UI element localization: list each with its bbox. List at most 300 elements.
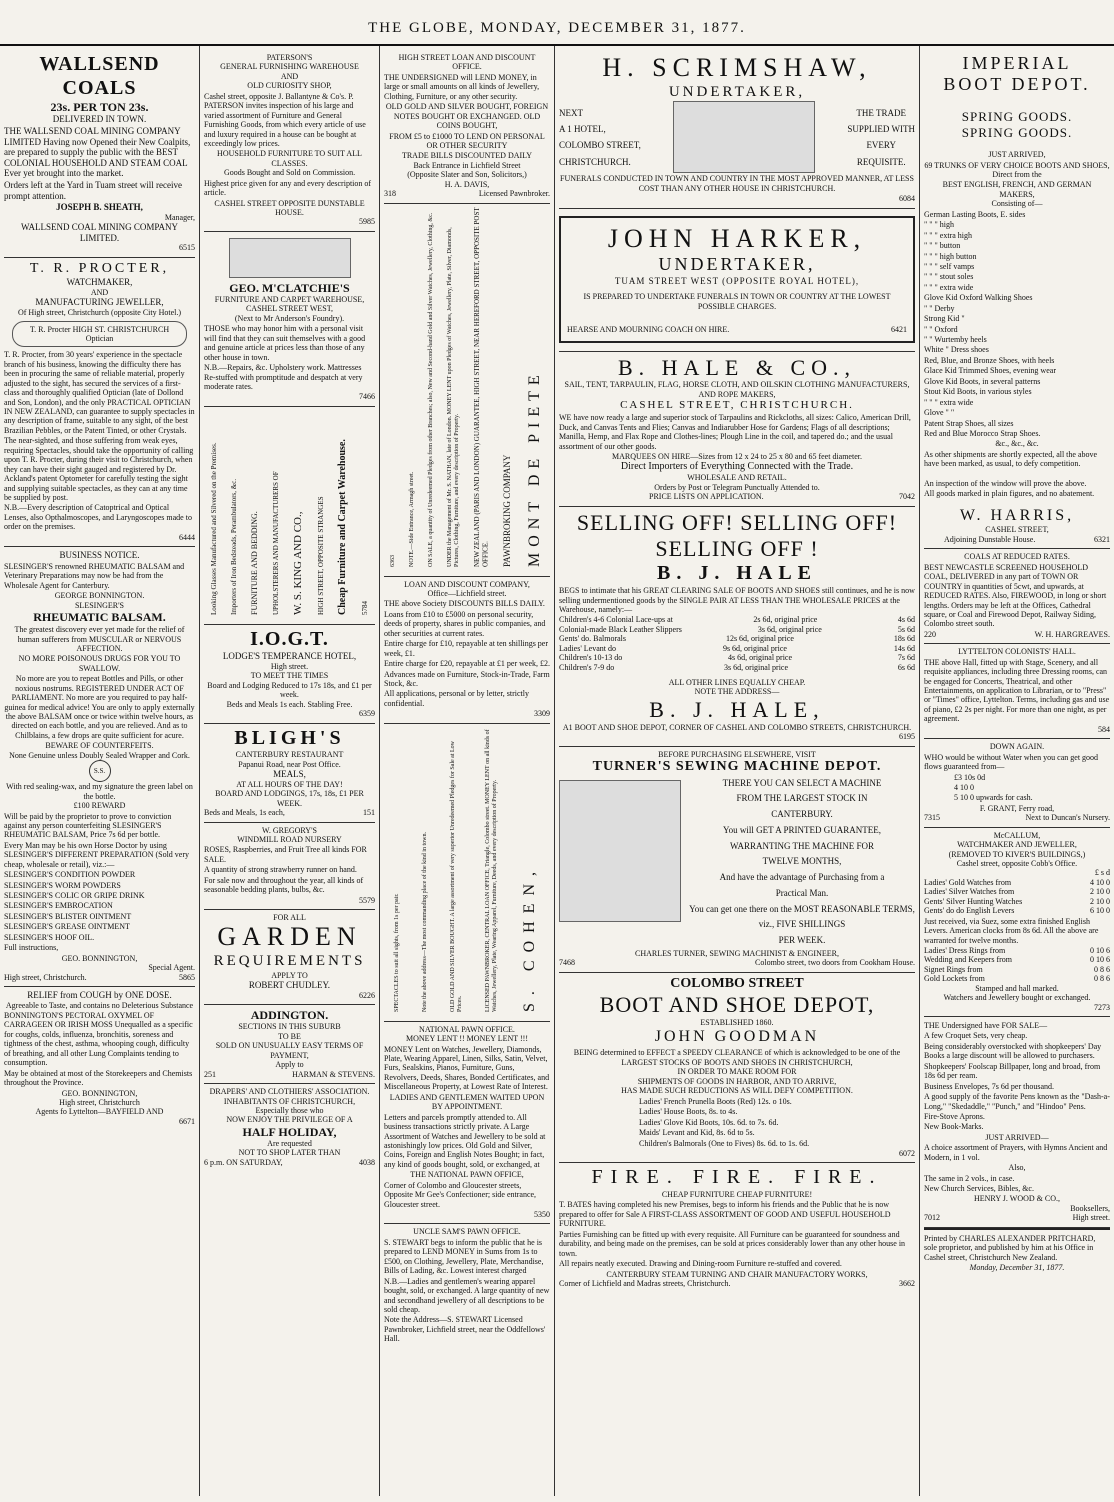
column-3	[380, 46, 555, 1496]
paterson-title: PATERSON'S	[266, 53, 313, 62]
harker-body: IS PREPARED TO UNDERTAKE FUNERALS IN TOWN OR COUNTRY AT THE LOWEST POSSIBLE CHARGES.	[583, 292, 891, 311]
bligh-board: BOARD AND LODGINGS, 17s, 18s, £1 PER WEEK.	[215, 789, 364, 808]
paterson-and: AND	[280, 71, 299, 81]
drapers-esp: Especially those who	[255, 1105, 324, 1115]
loan-num: 3309	[534, 709, 550, 719]
ad-cough	[4, 987, 195, 1130]
addington-num: 251	[204, 1069, 216, 1079]
bligh-addr: Papanui Road, near Post Office.	[238, 759, 341, 769]
hale-orders: Orders by Post or Telegram Punctually Attended to.	[654, 482, 820, 492]
wallsend-num: 6515	[179, 243, 195, 253]
mccallum-row2-3-item: Gold Lockets from	[924, 974, 985, 984]
mccallum-row2-1-price: 0 10 6	[1090, 955, 1110, 965]
imperial-adj: Adjoining Dunstable House.	[944, 534, 1036, 544]
slesinger-genuine: None Genuine unless Doubly Sealed Wrapper and Cork.	[9, 750, 190, 760]
imperial-item-8: Glove Kid Oxford Walking Shoes	[924, 293, 1033, 303]
fire-works: CANTERBURY STEAM TURNING AND CHAIR MANUFACTORY WORKS,	[606, 1269, 868, 1279]
imperial-spring1: SPRING GOODS.	[961, 109, 1073, 125]
selling-note: NOTE THE ADDRESS—	[694, 687, 780, 697]
davis-role-row	[384, 189, 550, 198]
slesinger-doctor: Every Man may be his own Horse Doctor by using SLESINGER'S DIFFERENT PREPARATION (Sold very cheap, wholesale or retail), viz.:—	[4, 840, 190, 869]
mccallum-title: McCALLUM,	[993, 830, 1041, 840]
selling-row-4	[559, 653, 915, 662]
bligh-title: BLIGH'S	[234, 726, 345, 749]
mccallum-num: 7273	[1094, 1002, 1110, 1012]
mclatchie-num: 7466	[359, 392, 375, 402]
cough-obtain: May be obtained at most of the Storekeepers and Chemists throughout the Province.	[4, 1068, 193, 1088]
cohen-v3: OLD GOLD AND SILVER BOUGHT. A large assortment of very superior Unredeemed Pledges for Sale at Low Prices.	[450, 740, 464, 1012]
slesinger-body: The greatest discovery ever yet made for the relief of human sufferers from MUSCULAR or NERVOUS AFFECTION.	[14, 625, 185, 653]
imperial-item-22: &c., &c., &c.	[995, 439, 1039, 449]
ad-scrimshaw	[559, 50, 915, 209]
column-1	[0, 46, 200, 1496]
turner-num: 7468	[559, 958, 575, 968]
turner-name: CHARLES TURNER, SEWING MACHINIST & ENGINEER,	[635, 948, 839, 958]
mccallum-row-2-price: 2 10 0	[1090, 896, 1110, 906]
slesinger-seal-icon	[4, 760, 195, 782]
fire-num: 3662	[899, 1278, 915, 1288]
hale-title: B. HALE & CO.,	[618, 354, 856, 380]
sewing-machine-illustration-icon	[559, 780, 681, 922]
slesinger-seal: S.S.	[89, 760, 111, 782]
wood-l9: The same in 2 vols., in case.	[924, 1173, 1015, 1183]
slesinger-beware: BEWARE OF COUNTERFEITS.	[45, 741, 154, 751]
scrimshaw-num: 6084	[899, 194, 915, 204]
imperial-item-19: Glove " "	[924, 408, 955, 418]
wood-addr: High street.	[1072, 1213, 1110, 1223]
wallsend-price: 23s. PER TON 23s.	[50, 100, 149, 115]
slesinger-item-4: SLESINGER'S BLISTER OINTMENT	[4, 911, 132, 921]
grant-name: F. GRANT, Ferry road,	[979, 803, 1055, 813]
imperial-window: An inspection of the window will prove the above.	[924, 478, 1087, 488]
fire-title: FIRE. FIRE. FIRE.	[591, 1166, 883, 1189]
coals-name: W. H. HARGREAVES.	[1034, 629, 1110, 639]
drapers-req: Are requested	[267, 1138, 312, 1148]
paterson-sub2: OLD CURIOSITY SHOP,	[247, 81, 332, 91]
goodman-item-1: Ladies' House Boots, 8s. to 4s.	[639, 1107, 738, 1117]
mccallum-body: Just received, via Suez, some extra finished English Levers. American clocks from 8s 6d. All the above are warranted for twelve months.	[924, 916, 1099, 945]
mccallum-row2-2-item: Signet Rings from	[924, 964, 983, 974]
ad-mccallum	[924, 828, 1110, 1017]
masthead	[0, 0, 1114, 46]
gregory-body3: For sale now and throughout the year, all kinds of seasonable bedding plants, bulbs, &c.	[204, 875, 364, 895]
selling-row-3-item: Ladies' Levant do	[559, 643, 616, 653]
mdp-v3: NEW ZEALAND (PARIS AND LONDON) GUARANTEE, HIGH STREET, NEAR HEREFORD STREET, OPPOSITE POST OFFICE.	[473, 207, 490, 567]
davis-body: THE UNDERSIGNED will LEND MONEY, in large or small amounts on all kinds of Jewellery, Clothing, Furniture, or any other security.	[384, 72, 540, 101]
cough-num: 6671	[179, 1116, 195, 1126]
selling-row-2-orig: 18s 6d	[893, 634, 915, 644]
drapers-not: NOT TO SHOP LATER THAN	[238, 1148, 341, 1158]
mccallum-row2-0-price: 0 10 6	[1090, 945, 1110, 955]
ad-fire-furniture	[559, 1163, 915, 1292]
furniture-illustration-icon	[229, 238, 351, 278]
wood-l10: New Church Services, Bibles, &c.	[924, 1184, 1034, 1193]
loan-body2: Loans from £10 to £5000 on personal security, deeds of property, shares in public companies, and other securities at current rates.	[384, 609, 546, 638]
gregory-num: 5579	[359, 895, 375, 905]
selling-row-4-item: Children's 10-13 do	[559, 653, 623, 663]
scrimshaw-sub: UNDERTAKER,	[668, 83, 806, 100]
slesinger-addr: High street, Christchurch.	[4, 972, 87, 982]
scrimshaw-left-0: NEXT	[559, 107, 583, 118]
davis-opp: (Opposite Slater and Son, Solicitors,)	[407, 170, 527, 180]
slesinger-reward: £100 REWARD	[73, 801, 126, 811]
iogt-sub: LODGE'S TEMPERANCE HOTEL,	[222, 651, 357, 662]
fire-sub: CHEAP FURNITURE CHEAP FURNITURE!	[661, 1190, 813, 1199]
imperial-item-17: Stout Kid Boots, in various styles	[924, 387, 1032, 397]
drapers-half: HALF HOLIDAY,	[242, 1124, 337, 1139]
ad-harker	[559, 209, 915, 352]
ad-cohen-vertical	[384, 724, 550, 1022]
turner-addr: Colombo street, two doors from Cookham House.	[755, 958, 915, 968]
national-body2: Letters and parcels promptly attended to. All business transactions strictly private. A Large Assortment of Watches and Jewellery to be sold at astonishingly low prices. Old Gold and Silver, Coins, Foreign and English Notes Bought; in fact, any kind of goods bought, sold, or exchanged, at	[384, 1112, 546, 1169]
selling-all: ALL OTHER LINES EQUALLY CHEAP.	[668, 678, 806, 688]
scrimshaw-right-0: THE TRADE	[856, 107, 906, 118]
mccallum-row-3-price: 6 10 0	[1090, 906, 1110, 916]
wallsend-signer: JOSEPH B. SHEATH,	[56, 202, 143, 213]
mclatchie-next: (Next to Mr Anderson's Foundry).	[234, 313, 345, 323]
ad-paterson	[204, 50, 375, 232]
uncle-nb: N.B.—Ladies and gentlemen's wearing apparel bought, sold, or exchanged. A large quantity of new and secondhand jewellery of all descriptions to be sold cheap.	[384, 1276, 550, 1314]
national-ladies: LADIES AND GENTLEMEN WAITED UPON BY APPOINTMENT.	[389, 1092, 545, 1112]
grant-price-0: £3 10s 0d	[954, 772, 986, 782]
bligh-beds: Beds and Meals, 1s each,	[204, 808, 285, 818]
bligh-hours: AT ALL HOURS OF THE DAY!	[236, 779, 343, 789]
wood-l6: Fire-Stove Aprons.	[924, 1111, 985, 1121]
turner-addr-row	[559, 958, 915, 967]
hale-sub: SAIL, TENT, TARPAULIN, FLAG, HORSE CLOTH, AND OILSKIN CLOTHING MANUFACTURERS, AND ROPE MAKERS,	[564, 380, 910, 399]
bligh-num: 151	[363, 808, 375, 818]
ad-selling-off	[559, 507, 915, 747]
davis-back: Back Entrance in Lichfield Street	[413, 160, 521, 170]
mclatchie-addr: CASHEL STREET WEST,	[245, 304, 334, 314]
mccallum-row2-3	[924, 974, 1110, 983]
king-v2: HIGH STREET, OPPOSITE STRANGES	[316, 496, 325, 615]
selling-row-2	[559, 634, 915, 643]
ad-loan	[384, 577, 550, 724]
imperial-item-16: Glove Kid Boots, in several patterns	[924, 376, 1041, 386]
scrimshaw-hearse-row	[559, 101, 915, 173]
slesinger-num: 5865	[179, 972, 195, 982]
scrimshaw-right-3: REQUISITE.	[856, 156, 906, 167]
goodman-item-3: Maids' Levant and Kid, 8s. 6d to 5s.	[639, 1128, 755, 1138]
ad-addington	[204, 1005, 375, 1084]
selling-num: 6195	[899, 732, 915, 742]
procter-spectacles-sign: T. R. Procter HIGH ST. CHRISTCHURCH Optician	[12, 321, 187, 348]
garden-apply: APPLY TO	[271, 970, 308, 980]
imperial-name: W. HARRIS,	[959, 506, 1075, 524]
drapers-time: 6 p.m. ON SATURDAY,	[204, 1157, 283, 1167]
imperial-item-12: " " Wurtemby heels	[924, 335, 987, 344]
slesinger-item-1: SLESINGER'S WORM POWDERS	[4, 880, 121, 890]
mccallum-row-1-item: Ladies' Silver Watches from	[924, 887, 1015, 897]
paterson-goods: Goods Bought and Sold on Commission.	[223, 168, 356, 178]
ad-goodman	[559, 973, 915, 1164]
column-4	[555, 46, 920, 1496]
selling-row-0-item: Children's 4-6 Colonial Lace-ups at	[559, 615, 673, 625]
ad-davis	[384, 50, 550, 204]
ad-procter	[4, 258, 195, 547]
turner-line-2: CANTERBURY.	[771, 809, 833, 820]
goodman-item-2: Ladies' Glove Kid Boots, 10s. 6d. to 7s. 6d.	[639, 1117, 779, 1127]
hale-direct: Direct Importers of Everything Connected with the Trade.	[620, 461, 854, 473]
ad-king-vertical	[204, 407, 375, 625]
mdp-num: 6363	[389, 554, 396, 567]
mccallum-row2-0-item: Ladies' Dress Rings from	[924, 945, 1006, 955]
ad-slesinger	[4, 547, 195, 987]
turner-line-4: WARRANTING THE MACHINE FOR	[729, 840, 875, 851]
selling-row-5-orig: 6s 6d	[897, 662, 915, 672]
mccallum-row2-1-item: Wedding and Keepers from	[924, 955, 1012, 965]
cough-body: BONNINGTON'S PECTORAL OXYMEL OF CARRAGEEN OR IRISH MOSS Unequalled as a specific for coughs, colds, influenza, bronchitis, soreness and tightness of the chest, asthma, whooping cough, difficulty of breathing, and all other Lung Complaints tending to consumption.	[4, 1011, 193, 1068]
imperial-item-7: " " " extra wide	[924, 282, 974, 292]
mccallum-watchers: Watchers and Jewellery bought or exchanged.	[943, 993, 1091, 1003]
imperial-spring2: SPRING GOODS.	[961, 124, 1073, 140]
procter-sub2: AND	[90, 288, 109, 298]
uncle-note: Note the Address—S. STEWART Licensed Pawnbroker, Lichfield street, near the Oddfellows' Hall.	[384, 1315, 546, 1344]
mccallum-row-2-item: Gents' Silver Hunting Watches	[924, 896, 1023, 906]
ad-wallsend-coals	[4, 50, 195, 258]
column-5	[920, 46, 1114, 1496]
mdp-v2: PAWNBROKING COMPANY	[502, 454, 513, 567]
drapers-time-row	[204, 1158, 375, 1167]
goodman-ship: SHIPMENTS OF GOODS IN HARBOR, AND TO ARRIVE,	[637, 1076, 837, 1086]
national-money: MONEY LENT !! MONEY LENT !!!	[406, 1034, 528, 1044]
cough-addr: High street, Christchurch	[59, 1097, 140, 1107]
harker-num: 6421	[891, 325, 907, 335]
goodman-largest: LARGEST STOCKS OF BOOTS AND SHOES IN CHRISTCHURCH,	[621, 1058, 853, 1068]
goodman-has: HAS MADE SUCH REDUCTIONS AS WILL DEFY COMPETITION.	[621, 1086, 853, 1096]
garden-for: FOR ALL	[273, 913, 306, 922]
wallsend-company: WALLSEND COAL MINING COMPANY LIMITED.	[20, 222, 179, 243]
cohen-v2: LICENSED PAWNBROKER, CENTRAL LOAN OFFICE, Triangle, Colombo street. MONEY LENT on all kinds of Watches, Jewellery, Plate, Wearing Apparel, Furniture, Deeds, and every description of Property.	[485, 729, 499, 1012]
imperial-arrived: JUST ARRIVED,	[988, 150, 1046, 160]
mccallum-sub: WATCHMAKER AND JEWELLER,	[957, 840, 1077, 850]
addington-body: SECTIONS IN THIS SUBURB	[238, 1022, 341, 1032]
paterson-highest: Highest price given for any and every description of article.	[204, 178, 372, 198]
slesinger-reward-text: Will be paid by the proprietor to prove to conviction against any person counterfeiting SLESINGER'S RHEUMATIC BALSAM, Price 7s 6d per bottle.	[4, 811, 172, 840]
selling-row-3	[559, 644, 915, 653]
ad-national-pawn	[384, 1022, 550, 1225]
scrimshaw-left-3: CHRISTCHURCH.	[559, 156, 631, 167]
slesinger-item-2: SLESINGER'S COLIC OR GRIPE DRINK	[4, 891, 145, 901]
addington-name: HARMAN & STEVENS.	[292, 1069, 375, 1079]
masthead-title: THE GLOBE, MONDAY, DECEMBER 31, 1877.	[368, 20, 746, 36]
mccallum-row2-3-price: 0 8 6	[1094, 974, 1110, 984]
uncle-title: UNCLE SAM'S PAWN OFFICE.	[413, 1227, 521, 1237]
national-addr: Corner of Colombo and Gloucester streets, Opposite Mr Gee's Confectioner; side entrance, Gloucester street.	[384, 1180, 537, 1209]
garden-sub: REQUIREMENTS	[213, 953, 366, 970]
selling-row-1	[559, 625, 915, 634]
grant-price-1: 4 10 0	[954, 782, 974, 792]
hale-marquees: MARQUEES ON HIRE—Sizes from 12 x 24 to 25 x 80 and 65 feet diameter.	[612, 452, 862, 462]
scrimshaw-right-2: EVERY	[866, 140, 896, 151]
selling-row-0-orig: 4s 6d	[897, 615, 915, 625]
goodman-sub: BOOT AND SHOE DEPOT,	[599, 992, 875, 1018]
selling-row-5	[559, 663, 915, 672]
turner-line-1: FROM THE LARGEST STOCK IN	[736, 793, 868, 804]
mccallum-row2-2-price: 0 8 6	[1094, 964, 1110, 974]
cough-title: RELIEF from COUGH by ONE DOSE.	[27, 989, 172, 1000]
slesinger-item-5: SLESINGER'S GREASE OINTMENT	[4, 922, 130, 932]
imperial-item-20: Patent Strap Shoes, all sizes	[924, 418, 1014, 428]
grant-addr-row	[924, 813, 1110, 822]
mccallum-row2-1	[924, 955, 1110, 964]
coals-name-row	[924, 630, 1110, 639]
addington-apply: Apply to	[275, 1060, 304, 1070]
bligh-sub: CANTERBURY RESTAURANT	[235, 750, 344, 760]
imperial-trunks: 69 TRUNKS OF VERY CHOICE BOOTS AND SHOES, Direct from the	[924, 160, 1110, 179]
mccallum-row2-2	[924, 965, 1110, 974]
procter-nb: N.B.—Every description of Catoptrical and Optical Lenses, also Opthalmoscopes, and Laryngoscopes made to order on the premises.	[4, 503, 192, 532]
fire-body2: Parties Furnishing can be fitted up with every requisite. All Furniture can be guaranteed for soundness and durability, and being made on the premises, can be sold at prices considerably lower than any other house in town.	[559, 1229, 906, 1258]
lyttelton-body: THE above Hall, fitted up with Stage, Scenery, and all requisite appliances, including three Dressing rooms, can be engaged for Concerts, Theatrical, and other Entertainments, on application to Librarian, or to "Press" or "Times" office, Lyttelton. Terms, including gas and use of piano, £2 2s per night. For more than one night, as per agreement.	[924, 657, 1110, 724]
scrimshaw-right-1: SUPPLIED WITH	[847, 124, 915, 135]
selling-body: BEGS to intimate that his GREAT CLEARING SALE OF BOOTS AND SHOES still continues, and he is now selling undermentioned goods by the SINGLE PAIR AT LESS THAN THE WHOLESALE PRICES at the Warehouse, namely:—	[559, 586, 915, 614]
drapers-body: INHABITANTS OF CHRISTCHURCH,	[223, 1096, 356, 1106]
imperial-item-6: " " " stout soles	[924, 272, 974, 282]
mdp-v6: NOTE.—Side Entrance, Armagh street.	[409, 471, 416, 567]
procter-title: T. R. PROCTER,	[29, 260, 170, 276]
drapers-title: DRAPERS' AND CLOTHIERS' ASSOCIATION.	[209, 1087, 370, 1097]
national-title: NATIONAL PAWN OFFICE.	[419, 1024, 515, 1034]
drapers-num: 4038	[359, 1157, 375, 1167]
imperial-plain: All goods marked in plain figures, and no abatement.	[924, 489, 1095, 499]
ad-coals-reduced	[924, 549, 1110, 644]
ad-iogt	[204, 625, 375, 724]
bligh-beds-row	[204, 808, 375, 817]
harker-addr: TUAM STREET WEST (OPPOSITE ROYAL HOTEL),	[614, 275, 860, 286]
scrimshaw-left-1: A 1 HOTEL,	[559, 124, 606, 135]
imperial-addr: CASHEL STREET,	[985, 525, 1049, 535]
imperial-item-3: " " " button	[924, 241, 961, 251]
slesinger-agent2: GEO. BONNINGTON,	[61, 953, 138, 963]
ad-imperial-boot-depot	[924, 50, 1110, 549]
goodman-body: BEING determined to EFFECT a SPEEDY CLEARANCE of which is acknowledged to be one of the	[573, 1047, 901, 1057]
davis-old: OLD GOLD AND SILVER BOUGHT, FOREIGN NOTES BOUGHT OR EXCHANGED. OLD COINS BOUGHT,	[385, 102, 549, 131]
selling-name2: B. J. HALE,	[649, 696, 825, 722]
king-v1: Cheap Furniture and Carpet Warehouse.	[336, 438, 348, 615]
imperial-consist: Consisting of—	[991, 199, 1043, 209]
king-v3: W. S. KING AND CO.,	[291, 511, 304, 615]
loan-title: LOAN AND DISCOUNT COMPANY,	[404, 579, 530, 589]
slesinger-item-6: SLESINGER'S HOOF OIL.	[4, 932, 95, 942]
slesinger-intro: SLESINGER'S renowned RHEUMATIC BALSAM and Veterinary Preparations may now be had from the Wholesale Agent for Canterbury.	[4, 561, 185, 590]
fire-addr-row	[559, 1279, 915, 1288]
slesinger-full: Full instructions,	[4, 943, 59, 953]
wood-addr-row	[924, 1213, 1110, 1222]
hale-price-row	[559, 492, 915, 501]
slesinger-title: RHEUMATIC BALSAM.	[33, 609, 166, 624]
hale-num: 7042	[899, 492, 915, 502]
scrimshaw-left-2: COLOMBO STREET,	[559, 140, 641, 151]
mccallum-row-0-price: 4 10 0	[1090, 877, 1110, 887]
fire-body3: All repairs neatly executed. Drawing and Dining-room Furniture re-stuffed and covered.	[559, 1259, 842, 1269]
grant-addr: Next to Duncan's Nursery.	[1025, 813, 1110, 823]
wallsend-title: WALLSEND COALS	[39, 53, 160, 99]
bligh-meals: MEALS,	[273, 769, 306, 780]
mccallum-row-3-item: Gents' do do English Levers	[924, 906, 1015, 916]
imperial-item-18: " " " extra wide	[924, 397, 974, 407]
imprint-body: Printed by CHARLES ALEXANDER PRITCHARD, sole proprietor, and published by him at his Office in Cashel street, Christchurch New Zealand.	[924, 1233, 1096, 1262]
ad-garden	[204, 910, 375, 1005]
uncle-body: S. STEWART begs to inform the public that he is prepared to LEND MONEY in Sums from 1s to £500, on Clothing, Jewellery, Plate, Merchandise, Bills of Lading, &c. Lowest interest charged	[384, 1237, 544, 1276]
lyttelton-title: LYTTELTON COLONISTS' HALL.	[958, 647, 1076, 657]
scrimshaw-left	[559, 105, 641, 170]
imperial-item-9: " " Derby	[924, 303, 955, 313]
mclatchie-nb: N.B.—Repairs, &c. Upholstery work. Mattresses Re-stuffed with promptitude and despatch at very moderate rates.	[204, 363, 363, 391]
procter-body: T. R. Procter, from 30 years' experience in the spectacle branch of his business, knowing the difficulty there has been in procuring the same of reliable material, properly adjusted to the sight, has secured the services of a first-class and thoroughly qualified Optician (late of Dollond and Son, London), and the only PRACTICAL OPTICIAN IN NEW ZEALAND, can guarantee to supply spectacles in any description of frame, suitable to any sight, of the best Brazilian Pebbles, or the Patent Tinted, or other Crystals.	[4, 350, 195, 435]
turner-line-0: THERE YOU CAN SELECT A MACHINE	[722, 777, 882, 788]
selling-row-5-item: Children's 7-9 do	[559, 662, 615, 672]
coals-title: COALS AT REDUCED RATES.	[964, 552, 1070, 562]
imperial-item-10: Strong Kid "	[924, 314, 965, 324]
mccallum-row-3	[924, 906, 1110, 915]
cohen-v1: S. COHEN,	[521, 863, 539, 1012]
selling-row-1-orig: 5s 6d	[897, 624, 915, 634]
mccallum-row-1	[924, 887, 1110, 896]
harker-box	[559, 216, 915, 343]
wood-l4: Business Envelopes, 7s 6d per thousand.	[924, 1081, 1054, 1091]
national-num: 5350	[534, 1210, 550, 1219]
turner-line-9: PER WEEK.	[778, 935, 826, 946]
slesinger-item-0: SLESINGER'S CONDITION POWDER	[4, 870, 136, 880]
slesinger-nomore: NO MORE POISONOUS DRUGS FOR YOU TO SWALLOW.	[18, 654, 181, 673]
procter-sub3: MANUFACTURING JEWELLER,	[35, 297, 164, 308]
goodman-order: IN ORDER TO MAKE ROOM FOR	[677, 1067, 797, 1077]
imperial-item-15: Glace Kid Trimmed Shoes, evening wear	[924, 366, 1056, 376]
selling-row-5-price: 3s 6d, original price	[724, 662, 789, 672]
gregory-title: W. GREGORY'S	[262, 825, 317, 835]
imperial-item-4: " " " high button	[924, 251, 977, 261]
loan-body6: All applications, personal or by letter, strictly confidential.	[384, 689, 529, 708]
selling-row-3-price: 9s 6d, original price	[722, 643, 787, 653]
selling-row-4-price: 4s 6d, original price	[728, 653, 793, 663]
ad-b-hale-co	[559, 352, 915, 507]
harker-hearse: HEARSE AND MOURNING COACH ON HIRE.	[567, 325, 730, 335]
slesinger-addr-row	[4, 973, 195, 982]
paterson-body: Cashel street, opposite J. Ballantyne & Co's. P. PATERSON invites inspection of his large and varied assortment of Furniture and General Furnishing Goods, from which every article of use and luxury required in a house can be bought at exceedingly low prices.	[204, 91, 366, 148]
addington-name-row	[204, 1070, 375, 1079]
hale-body: WE have now ready a large and superior stock of Tarpaulins and Rickcloths, all sizes: Calico, American Drill, Duck, and Canvas Tents and Flies; Canvas and Indiarubber Hose for Gardens; Flags of all descriptions; Manilla, Hemp, and Flax Rope and Clothes-lines; Plough Line in the coil, and tapered do.; and the usual assortment of our other goods.	[559, 413, 911, 451]
loan-body: THE above Society DISCOUNTS BILLS DAILY.	[384, 599, 545, 609]
selling-row-3-orig: 14s 6d	[893, 643, 915, 653]
wallsend-role: Manager,	[164, 212, 195, 222]
selling-row-4-orig: 7s 6d	[897, 653, 915, 663]
wood-l8: A choice assortment of Prayers, with Hymns Ancient and Modern, in 1 vol.	[924, 1143, 1108, 1162]
imperial-num: 6321	[1094, 534, 1110, 544]
coals-num: 220	[924, 629, 936, 639]
davis-name: H. A. DAVIS,	[444, 179, 490, 189]
grant-price-2: 5 10 0 upwards for cash.	[954, 793, 1033, 803]
fire-addr: Corner of Lichfield and Madras streets, Christchurch.	[559, 1278, 731, 1288]
ad-grant	[924, 739, 1110, 828]
scrimshaw-right	[847, 105, 915, 170]
imperial-item-1: " " " high	[924, 220, 955, 230]
cough-agents: Agents fo Lyttelton—BAYFIELD AND	[35, 1107, 164, 1117]
king-v4: UPHOLSTERERS AND MANUFACTURERS OF	[271, 471, 280, 615]
goodman-name: JOHN GOODMAN	[654, 1027, 820, 1045]
mccallum-row-1-price: 2 10 0	[1090, 887, 1110, 897]
national-name: THE NATIONAL PAWN OFFICE,	[410, 1170, 524, 1180]
imperial-item-2: " " " extra high	[924, 230, 973, 240]
scrimshaw-body: FUNERALS CONDUCTED IN TOWN AND COUNTRY IN THE MOST APPROVED MANNER, AT LESS COST THAN ANY OTHER HOUSE IN CHRISTCHURCH.	[560, 174, 914, 193]
davis-title: HIGH STREET LOAN AND DISCOUNT OFFICE.	[398, 53, 536, 72]
addington-tobe: TO BE	[278, 1031, 301, 1041]
gregory-sub: WINDMILL ROAD NURSERY	[237, 834, 342, 844]
ad-henry-wood	[924, 1017, 1110, 1228]
selling-title: SELLING OFF! SELLING OFF! SELLING OFF !	[576, 509, 898, 561]
goodman-num: 6072	[899, 1148, 915, 1158]
